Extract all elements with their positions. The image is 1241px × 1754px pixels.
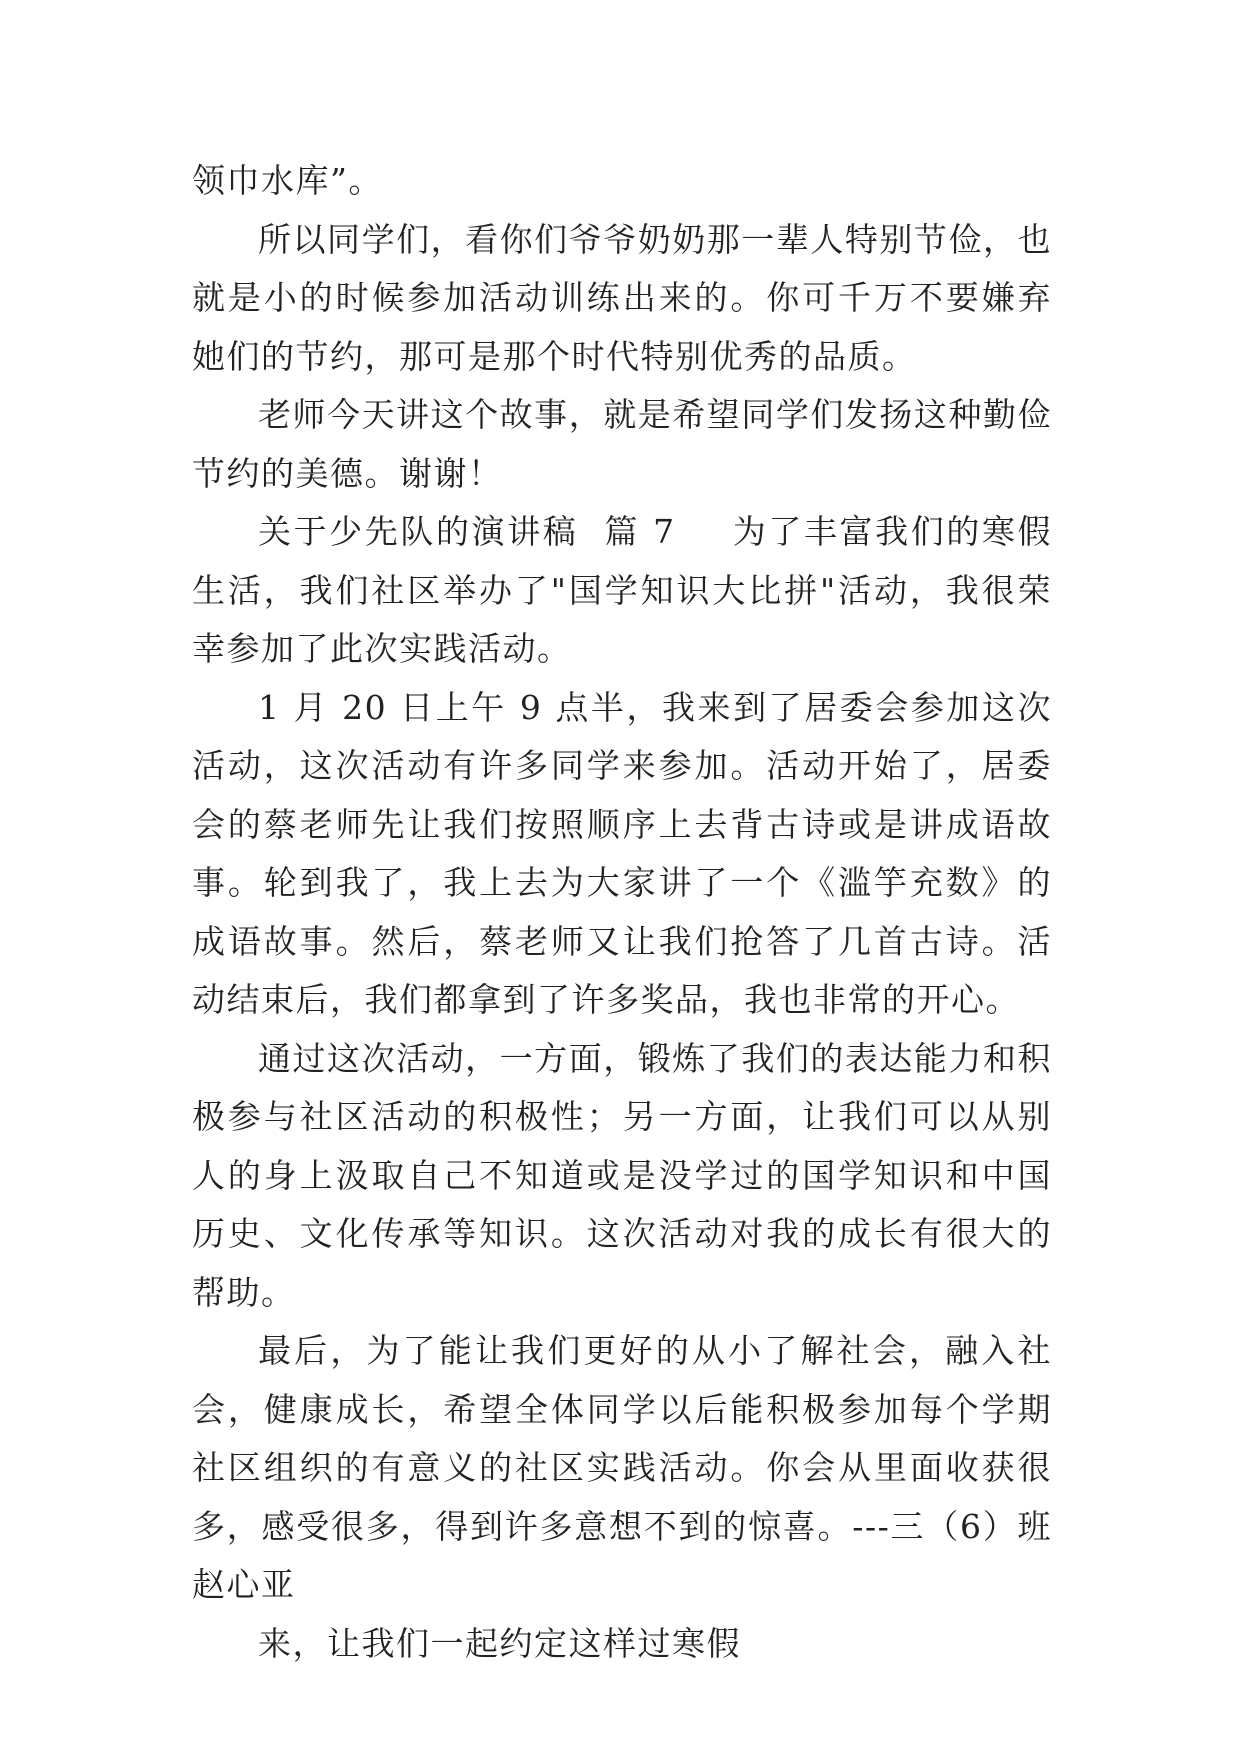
paragraph-benefits: 通过这次活动，一方面，锻炼了我们的表达能力和积极参与社区活动的积极性；另一方面，让我们可以从别人的身上汲取自己不知道或是没学过的国学知识和中国历史、文化传承等知识。这次活动对我的成长有很大的帮助。 [192,1038,1052,1312]
paragraph-continuation: 领巾水库”。 [192,161,383,200]
paragraph-frugality: 所以同学们，看你们爷爷奶奶那一辈人特别节俭，也就是小的时候参加活动训练出来的。你可千万不要嫌弃她们的节约，那可是那个时代特别优秀的品质。 [192,219,1052,376]
section-heading: 关于少先队的演讲稿 篇 7 [258,512,676,551]
section-intro-text: 为了丰富我们的寒假生活，我们社区举办了"国学知识大比拼"活动，我很荣幸参加了此次实践活动。 [192,512,1053,668]
document-body [192,152,1052,1673]
paragraph-thanks: 老师今天讲这个故事，就是希望同学们发扬这种勤俭节约的美德。谢谢！ [192,395,1052,493]
paragraph-closing: 来，让我们一起约定这样过寒假 [258,1623,741,1663]
paragraph-activity: 1 月 20 日上午 9 点半，我来到了居委会参加这次活动，这次活动有许多同学来参加。活动开始了，居委会的蔡老师先让我们按照顺序上去背古诗或是讲成语故事。轮到我了，我上去为大家讲了一个《滥竽充数》的成语故事。然后，蔡老师又让我们抢答了几首古诗。活动结束后，我们都拿到了许多奖品，我也非常的开心。 [192,687,1052,1019]
paragraph-section-7 [192,503,1052,679]
paragraph-conclusion: 最后，为了能让我们更好的从小了解社会，融入社会，健康成长，希望全体同学以后能积极参加每个学期社区组织的有意义的社区实践活动。你会从里面收获很多，感受很多，得到许多意想不到的惊喜。---三（6）班赵心亚 [192,1331,1052,1604]
